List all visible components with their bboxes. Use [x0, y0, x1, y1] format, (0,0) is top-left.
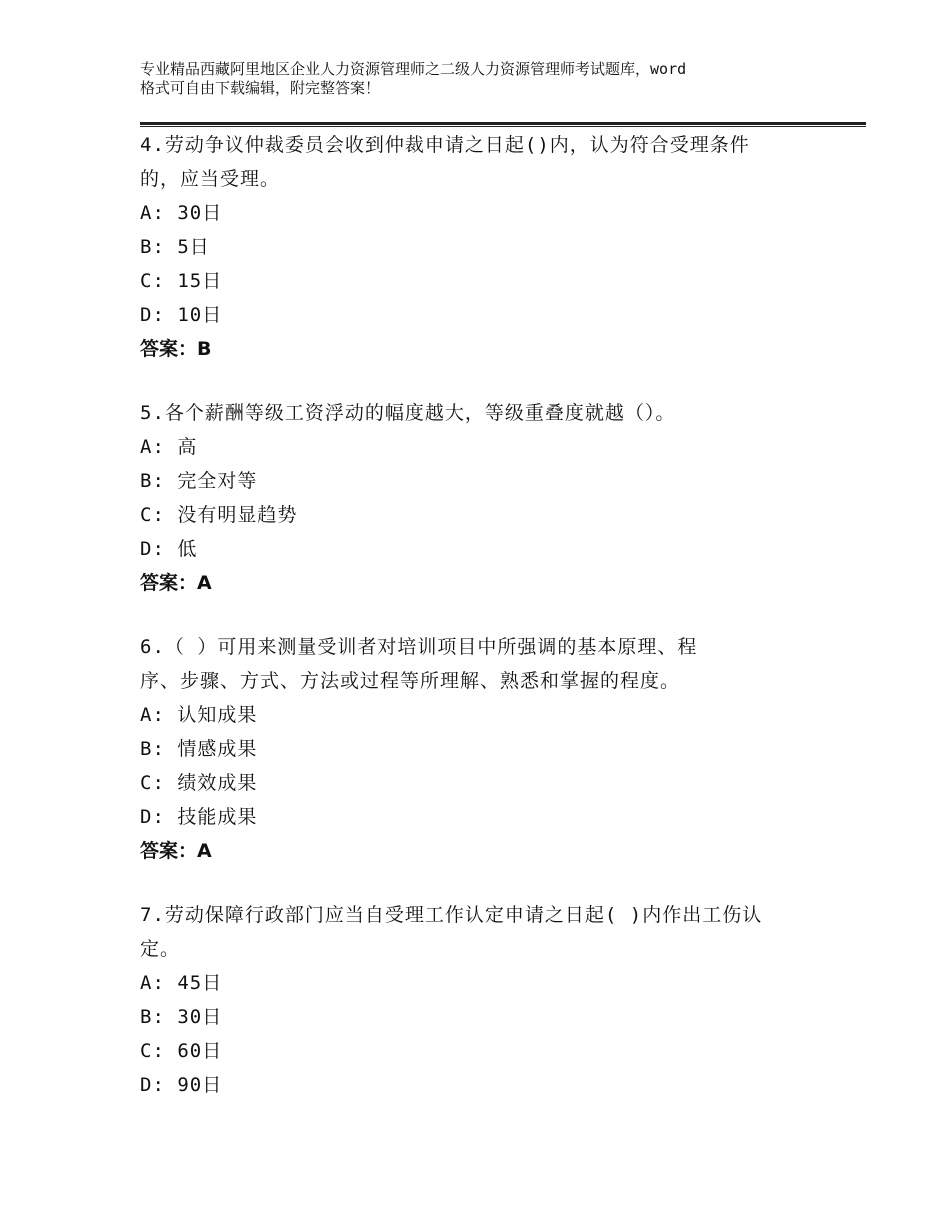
- question-7: [140, 898, 830, 1102]
- option-d: D: 90日: [140, 1074, 223, 1096]
- option-a: A: 认知成果: [140, 704, 258, 726]
- answer-label: 答案：A: [140, 840, 212, 862]
- question-5: [140, 396, 830, 600]
- option-d: D: 技能成果: [140, 806, 258, 828]
- document-header: [140, 60, 830, 98]
- option-c: C: 绩效成果: [140, 772, 258, 794]
- option-d: D: 低: [140, 538, 198, 560]
- question-text: 4.劳动争议仲裁委员会收到仲裁申请之日起()内，认为符合受理条件: [140, 134, 750, 156]
- header-line-2: 格式可自由下载编辑，附完整答案！: [140, 79, 381, 97]
- question-6: [140, 630, 830, 868]
- header-divider: [140, 122, 866, 127]
- question-text-continued: 定。: [140, 938, 181, 960]
- option-c: C: 没有明显趋势: [140, 504, 298, 526]
- question-text-continued: 的，应当受理。: [140, 168, 281, 190]
- header-line-1: 专业精品西藏阿里地区企业人力资源管理师之二级人力资源管理师考试题库，word: [140, 60, 687, 78]
- option-d: D: 10日: [140, 304, 223, 326]
- question-text: 6.（ ）可用来测量受训者对培训项目中所强调的基本原理、程: [140, 636, 698, 658]
- option-a: A: 高: [140, 436, 198, 458]
- option-a: A: 45日: [140, 972, 223, 994]
- question-text: 7.劳动保障行政部门应当自受理工作认定申请之日起( )内作出工伤认: [140, 904, 763, 926]
- option-c: C: 15日: [140, 270, 223, 292]
- question-list: [140, 128, 830, 1132]
- answer-label: 答案：A: [140, 572, 212, 594]
- option-c: C: 60日: [140, 1040, 223, 1062]
- option-a: A: 30日: [140, 202, 223, 224]
- question-4: [140, 128, 830, 366]
- option-b: B: 30日: [140, 1006, 223, 1028]
- option-b: B: 情感成果: [140, 738, 258, 760]
- question-text-continued: 序、步骤、方式、方法或过程等所理解、熟悉和掌握的程度。: [140, 670, 681, 692]
- option-b: B: 5日: [140, 236, 210, 258]
- answer-label: 答案：B: [140, 338, 212, 360]
- option-b: B: 完全对等: [140, 470, 258, 492]
- question-text: 5.各个薪酬等级工资浮动的幅度越大，等级重叠度就越（）。: [140, 402, 676, 424]
